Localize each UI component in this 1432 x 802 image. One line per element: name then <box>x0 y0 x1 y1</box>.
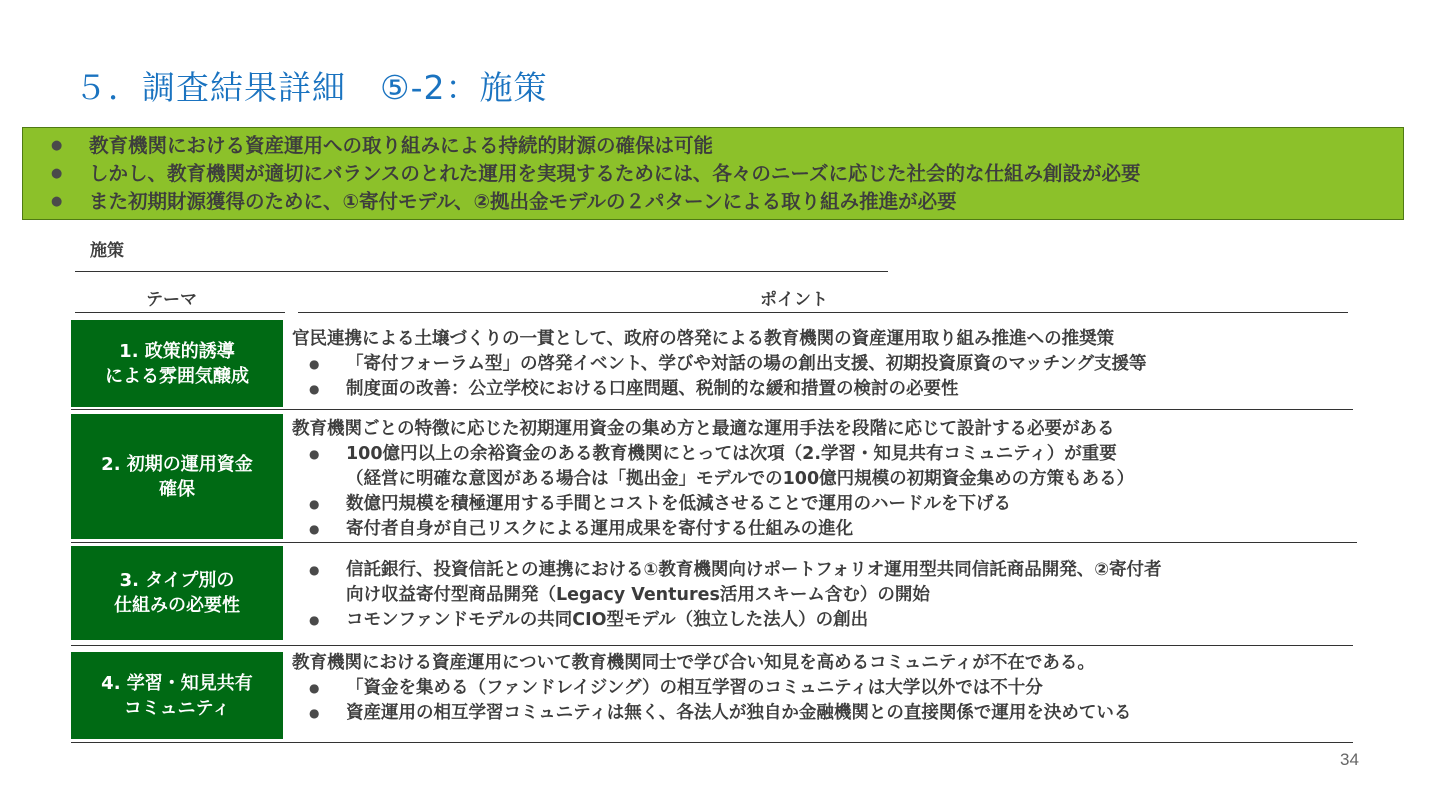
theme-cell-4: 4. 学習・知見共有 コミュニティ <box>71 652 283 739</box>
point-lead: 教育機関ごとの特徴に応じた初期運用資金の集め方と最適な運用手法を段階に応じて設計する必要がある <box>292 419 1115 439</box>
theme-cell-2: 2. 初期の運用資金 確保 <box>71 414 283 539</box>
row-divider <box>71 409 1353 410</box>
slide-title: ５．調査結果詳細 ⑤-2：施策 <box>74 68 548 107</box>
point-bullet: ● 数億円規模を積極運用する手間とコストを低減させることで運用のハードルを下げる <box>292 492 1134 517</box>
point-bullet: ● 「寄付フォーラム型」の啓発イベント、学びや対話の場の創出支援、初期投資原資のマッチング支援等 <box>292 352 1146 377</box>
column-header-theme: テーマ <box>146 290 197 310</box>
summary-bullet: ● 教育機関における資産運用への取り組みによる持続的財源の確保は可能 <box>23 132 1403 160</box>
row-divider <box>71 542 1357 543</box>
point-bullet: ● 信託銀行、投資信託との連携における①教育機関向けポートフォリオ運用型共同信託商品開発、②寄付者 向け収益寄付型商品開発（Legacy Ventures活用スキーム含む）の開始 <box>292 558 1162 608</box>
point-bullet: ● 100億円以上の余裕資金のある教育機関にとっては次項（2.学習・知見共有コミュニティ）が重要 （経営に明確な意図がある場合は「拠出金」モデルでの100億円規模の初期資金集めの方策もある） <box>292 442 1134 492</box>
point-lead: 教育機関における資産運用について教育機関同士で学び合い知見を高めるコミュニティが不在である。 <box>292 653 1095 673</box>
header-divider-theme <box>75 312 285 313</box>
section-divider <box>75 271 888 272</box>
points-cell-4 <box>292 651 1131 726</box>
points-cell-3 <box>292 558 1162 633</box>
column-header-points: ポイント <box>760 290 828 310</box>
points-cell-2 <box>292 417 1134 542</box>
summary-bullet: ● しかし、教育機関が適切にバランスのとれた運用を実現するためには、各々のニーズに応じた社会的な仕組み創設が必要 <box>23 160 1403 188</box>
points-cell-1 <box>292 327 1146 402</box>
point-bullet: ● 資産運用の相互学習コミュニティは無く、各法人が独自か金融機関との直接関係で運用を決めている <box>292 701 1131 726</box>
summary-box <box>22 127 1404 220</box>
summary-bullet: ● また初期財源獲得のために、①寄付モデル、②拠出金モデルの２パターンによる取り組み推進が必要 <box>23 188 1403 216</box>
theme-cell-1: 1. 政策的誘導 による雰囲気醸成 <box>71 320 283 407</box>
point-bullet: ● コモンファンドモデルの共同CIO型モデル（独立した法人）の創出 <box>292 608 1162 633</box>
theme-cell-3: 3. タイプ別の 仕組みの必要性 <box>71 546 283 640</box>
point-bullet: ● 制度面の改善：公立学校における口座問題、税制的な緩和措置の検討の必要性 <box>292 377 1146 402</box>
page-number: 34 <box>1340 750 1359 769</box>
point-lead: 官民連携による土壌づくりの一貫として、政府の啓発による教育機関の資産運用取り組み推進への推奨策 <box>292 329 1115 349</box>
row-divider <box>71 645 1353 646</box>
section-label: 施策 <box>90 241 124 261</box>
point-bullet: ● 「資金を集める（ファンドレイジング）の相互学習のコミュニティは大学以外では不十分 <box>292 676 1131 701</box>
point-bullet: ● 寄付者自身が自己リスクによる運用成果を寄付する仕組みの進化 <box>292 517 1134 542</box>
row-divider <box>71 742 1353 743</box>
header-divider-points <box>298 312 1348 313</box>
